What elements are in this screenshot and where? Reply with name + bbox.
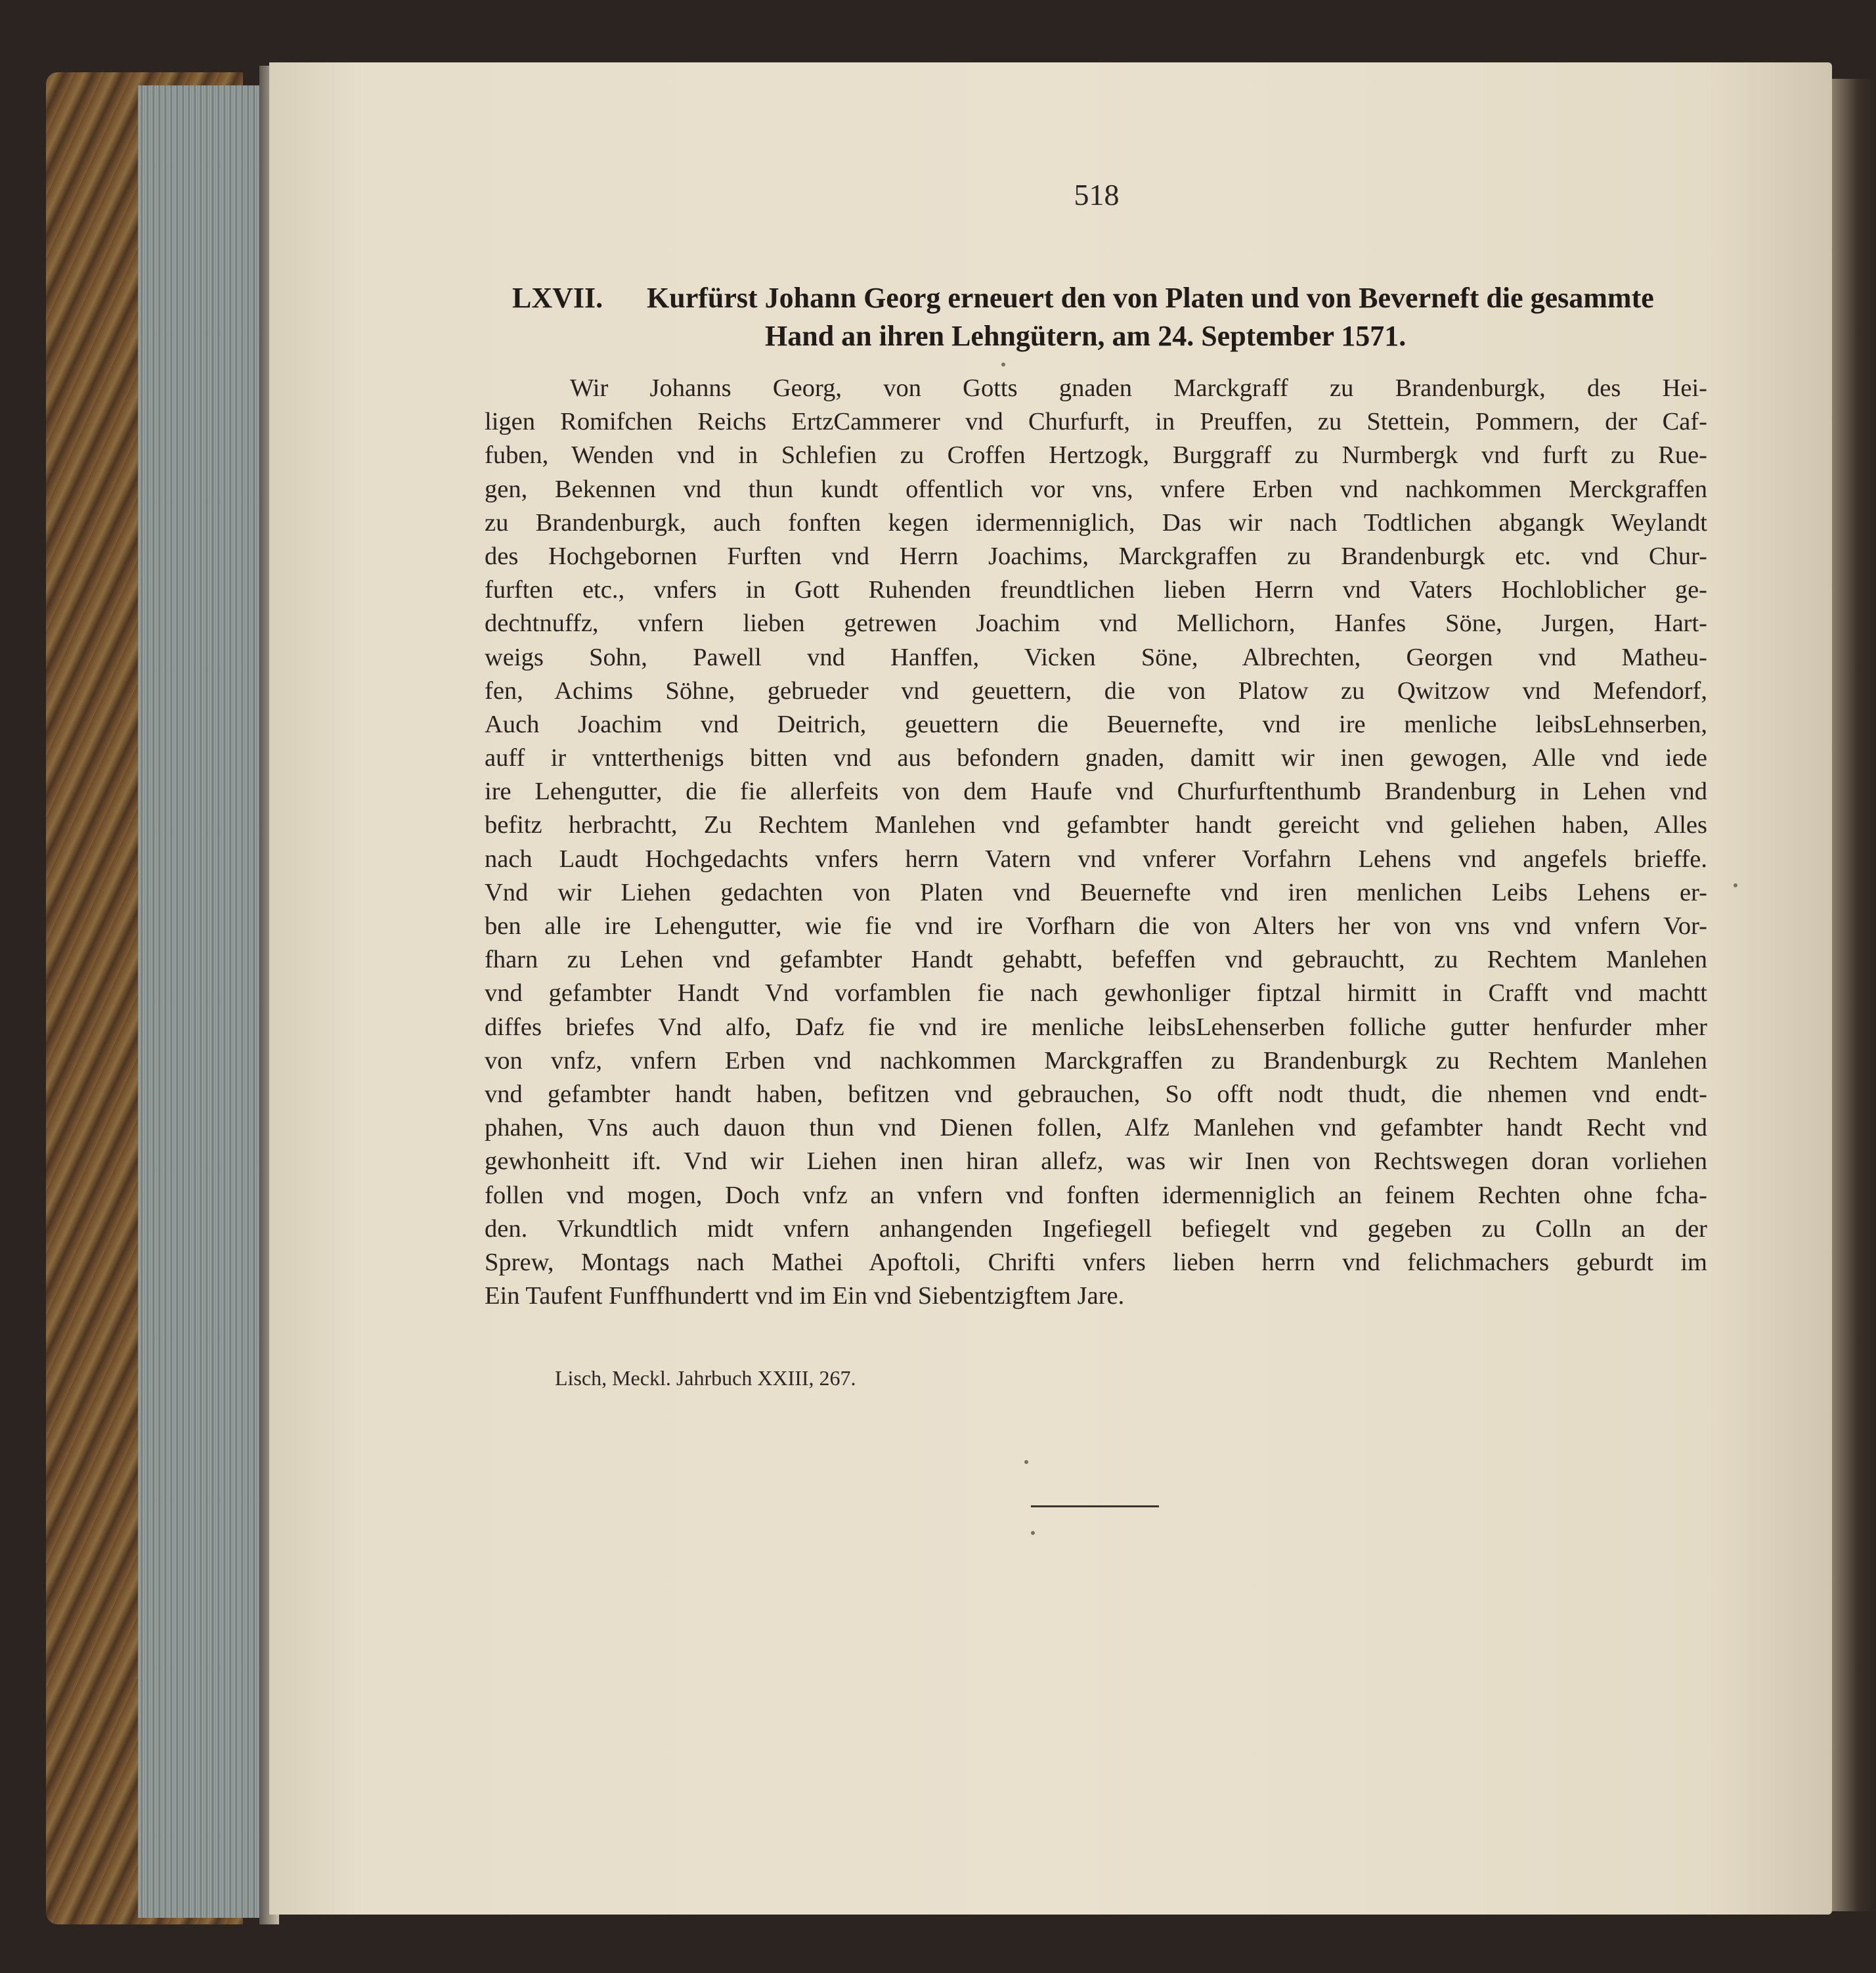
body-line: auff ir vntterthenigs bitten vnd aus befondern gnaden, damitt wir inen gewogen, Alle vnd iede: [485, 744, 1707, 772]
body-line: zu Brandenburgk, auch fonften kegen idermenniglich, Das wir nach Todtlichen abgangk Weylandt: [485, 508, 1707, 537]
body-line: Ein Taufent Funffhundertt vnd im Ein vnd Siebentzigftem Jare.: [485, 1282, 1125, 1310]
section-divider: [1031, 1505, 1159, 1507]
body-line: fuben, Wenden vnd in Schlefien zu Croffen Hertzogk, Burggraff zu Nurmbergk vnd furft zu Rue-: [485, 441, 1707, 470]
body-line: gewhonheitt ift. Vnd wir Liehen inen hiran allefz, was wir Inen von Rechtswegen doran vorliehen: [485, 1147, 1707, 1176]
body-line: phahen, Vns auch dauon thun vnd Dienen follen, Alfz Manlehen vnd gefambter handt Recht vnd: [485, 1114, 1707, 1142]
heading-numeral: LXVII.: [512, 282, 603, 314]
document-body: [485, 372, 1707, 1313]
body-line: furften etc., vnfers in Gott Ruhenden freundtlichen lieben Herrn vnd Vaters Hochloblicher ge-: [485, 576, 1707, 604]
heading-line-2: Hand an ihren Lehngütern, am 24. September 1571.: [765, 320, 1407, 352]
heading-line-1: Kurfürst Johann Georg erneuert den von Platen und von Beverneft die gesammte: [647, 282, 1654, 314]
body-line: gen, Bekennen vnd thun kundt offentlich vor vns, vnfere Erben vnd nachkommen Merckgraffen: [485, 475, 1707, 503]
body-line: follen vnd mogen, Doch vnfz an vnfern vnd fonften idermenniglich an feinem Rechten ohne fcha-: [485, 1181, 1707, 1209]
body-line: fen, Achims Söhne, gebrueder vnd geuettern, die von Platow zu Qwitzow vnd Mefendorf,: [485, 676, 1707, 705]
body-line: fharn zu Lehen vnd gefambter Handt gehabtt, befeffen vnd gebrauchtt, zu Rechtem Manlehen: [485, 946, 1707, 974]
body-line: Vnd wir Liehen gedachten von Platen vnd Beuernefte vnd iren menlichen Leibs Lehens er-: [485, 878, 1707, 906]
body-line: Auch Joachim vnd Deitrich, geuettern die Beuernefte, vnd ire menliche leibsLehnserben,: [485, 710, 1707, 738]
body-line: den. Vrkundtlich midt vnfern anhangenden Ingefiegell befiegelt vnd gegeben zu Colln an der: [485, 1214, 1707, 1243]
body-line: befitz herbrachtt, Zu Rechtem Manlehen vnd gefambter handt gereicht vnd geliehen haben, Alles: [485, 811, 1707, 839]
body-line: weigs Sohn, Pawell vnd Hanffen, Vicken Söne, Albrechten, Georgen vnd Matheu-: [485, 643, 1707, 671]
body-line: diffes briefes Vnd alfo, Dafz fie vnd ire menliche leibsLehenserben folliche gutter henfurder mher: [485, 1013, 1707, 1041]
body-line: ligen Romifchen Reichs ErtzCammerer vnd Churfurft, in Preuffen, zu Stettein, Pommern, der Caf-: [485, 408, 1707, 436]
page-number: 518: [1074, 178, 1120, 211]
book-right-edge: [1832, 79, 1876, 1911]
body-line: vnd gefambter handt haben, befitzen vnd gebrauchen, So offt nodt thudt, die nhemen vnd endt-: [485, 1080, 1707, 1108]
body-line: ben alle ire Lehengutter, wie fie vnd ire Vorfharn die von Alters her von vns vnd vnfern Vor-: [485, 912, 1707, 940]
body-line: Wir Johanns Georg, von Gotts gnaden Marckgraff zu Brandenburgk, des Hei-: [570, 374, 1707, 402]
source-citation: Lisch, Meckl. Jahrbuch XXIII, 267.: [555, 1366, 856, 1390]
body-line: nach Laudt Hochgedachts vnfers herrn Vatern vnd vnferer Vorfahrn Lehens vnd angefels brieffe.: [485, 845, 1707, 873]
body-line: dechtnuffz, vnfern lieben getrewen Joachim vnd Mellichorn, Hanfes Söne, Jurgen, Hart-: [485, 610, 1707, 638]
body-line: ire Lehengutter, die fie allerfeits von dem Haufe vnd Churfurftenthumb Brandenburg in Lehen vnd: [485, 778, 1707, 806]
body-line: vnd gefambter Handt Vnd vorfamblen fie nach gewhonliger fiptzal hirmitt in Crafft vnd machtt: [485, 979, 1707, 1008]
page-fore-edge: [138, 85, 266, 1918]
body-line: des Hochgebornen Furften vnd Herrn Joachims, Marckgraffen zu Brandenburgk etc. vnd Chur-: [485, 542, 1707, 570]
body-line: Sprew, Montags nach Mathei Apoftoli, Chrifti vnfers lieben herrn vnd felichmachers geburdt im: [485, 1248, 1707, 1276]
body-line: von vnfz, vnfern Erben vnd nachkommen Marckgraffen zu Brandenburgk zu Rechtem Manlehen: [485, 1046, 1707, 1075]
document-heading: [512, 279, 1694, 355]
